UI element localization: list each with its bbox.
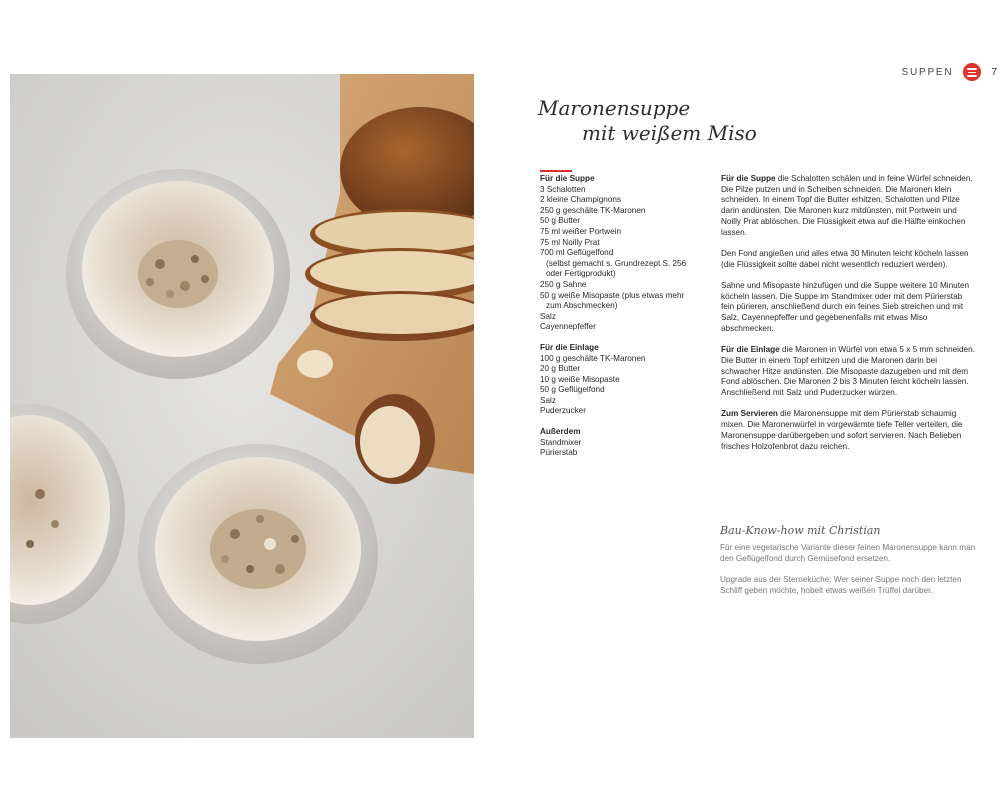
method-lead: Für die Einlage [721, 345, 780, 355]
ingredient-item: oder Fertigprodukt) [546, 269, 616, 279]
ingredient-item: Salz [540, 311, 556, 321]
ingredient-item: 50 g Geflügelfond [540, 385, 605, 395]
ingredient-item: (selbst gemacht s. Grundrezept S. 256 [546, 258, 687, 268]
ingredient-item: 3 Schalotten [540, 184, 586, 194]
method-body: Sahne und Misopaste hinzufügen und die Suppe weitere 10 Minuten köcheln lassen. Die Suppe im Standmixer oder mit dem Pürierstab fein pürieren, anschließend durch ein feines Sieb streichen und mit Salz, Cayennepfeffer und gegebenenfalls mit etwas Miso abschmecken. [721, 281, 970, 333]
red-circle-logo-icon [963, 63, 981, 81]
ingredient-item: 250 g geschälte TK-Maronen [540, 205, 646, 215]
ingredient-group-soup [540, 174, 705, 333]
ingredient-item: 100 g geschälte TK-Maronen [540, 353, 646, 363]
tip-title: Bau-Know-how mit Christian [720, 524, 881, 537]
ingredient-item: 50 g Butter [540, 216, 581, 226]
ingredient-item: 20 g Butter [540, 364, 581, 374]
ingredient-group-garnish [540, 343, 705, 417]
ingredient-item: Salz [540, 395, 556, 405]
ingredient-group-title: Außerdem [540, 427, 581, 437]
method-body: die Maronensuppe mit dem Pürierstab schaumig mixen. Die Maronenwürfel in vorgewärmte tiefe Teller verteilen, die Maronensuppe darübergeben und sofort servieren. Nach Belieben frisches Holzofenbrot dazu reichen. [721, 409, 963, 451]
ingredient-item: zum Abschmecken) [546, 301, 618, 311]
method-paragraph [721, 345, 977, 399]
running-header [902, 63, 998, 81]
ingredient-item: 250 g Sahne [540, 279, 587, 289]
ingredient-item: Standmixer [540, 437, 582, 447]
method-paragraph [721, 281, 977, 335]
method-paragraph [721, 249, 977, 270]
recipe-title [538, 96, 757, 146]
tip-paragraph: Für eine vegetarische Variante dieser feinen Maronensuppe kann man den Geflügelfond durch Gemüsefond ersetzen. [720, 543, 976, 563]
method-paragraph [721, 174, 977, 238]
ingredient-group-title: Für die Einlage [540, 342, 599, 352]
method-lead: Für die Suppe [721, 174, 776, 183]
recipe-title-line-2: mit weißem Miso [582, 121, 757, 145]
recipe-title-line-1: Maronensuppe [538, 96, 691, 120]
ingredient-item: Pürierstab [540, 448, 578, 458]
ingredient-item: 2 kleine Champignons [540, 195, 622, 205]
ingredients-list [540, 174, 705, 469]
ingredient-item: 75 ml weißer Portwein [540, 226, 621, 236]
method-lead: Zum Servieren [721, 409, 778, 419]
tip-text [720, 543, 982, 607]
ingredient-group-equipment [540, 427, 705, 459]
ingredient-group-title: Für die Suppe [540, 174, 595, 183]
recipe-photo [10, 74, 474, 738]
method-body: die Schalotten schälen und in feine Würfel schneiden. Die Pilze putzen und in Scheiben schneiden. Die Maronen klein schneiden. In einem Topf die Butter erhitzen, Schalotten und Pilze darin andünsten. Die Maronen kurz mitdünsten, mit Portwein und Noilly Prat ablöschen. Die Flüssigkeit etwa auf die Hälfte einkochen lassen. [721, 174, 973, 237]
method-body: Den Fond angießen und alles etwa 30 Minuten leicht köcheln lassen (die Flüssigkeit sollte dabei nicht wesentlich reduziert werden). [721, 248, 969, 269]
ingredient-item: 75 ml Noilly Prat [540, 237, 600, 247]
section-label: SUPPEN [901, 66, 954, 78]
tip-paragraph: Upgrade aus der Sterneküche: Wer seiner Suppe noch den letzten Schliff geben möchte, hobelt etwas weißen Trüffel darüber. [720, 575, 962, 595]
method-body: die Maronen in Würfel von etwa 5 x 5 mm schneiden. Die Butter in einem Topf erhitzen und die Maronen darin bei schwacher Hitze andünsten. Die Misopaste dazugeben und mit dem Fond ablöschen. Die Maronen 2 bis 3 Minuten leicht köcheln lassen. Anschließend mit Salz und Puderzucker würzen. [721, 345, 975, 398]
ingredient-item: 700 ml Geflügelfond [540, 248, 614, 258]
soup-bowl-3 [138, 444, 378, 664]
method-text [721, 174, 977, 463]
method-paragraph [721, 409, 977, 452]
ingredient-item: Puderzucker [540, 406, 586, 416]
ingredient-item: Cayennepfeffer [540, 322, 596, 332]
ingredient-item: 50 g weiße Misopaste (plus etwas mehr [540, 290, 685, 300]
page-number: 7 [991, 66, 997, 78]
accent-rule [540, 170, 572, 172]
soup-bowl-1 [66, 169, 290, 379]
ingredient-item: 10 g weiße Misopaste [540, 374, 620, 384]
